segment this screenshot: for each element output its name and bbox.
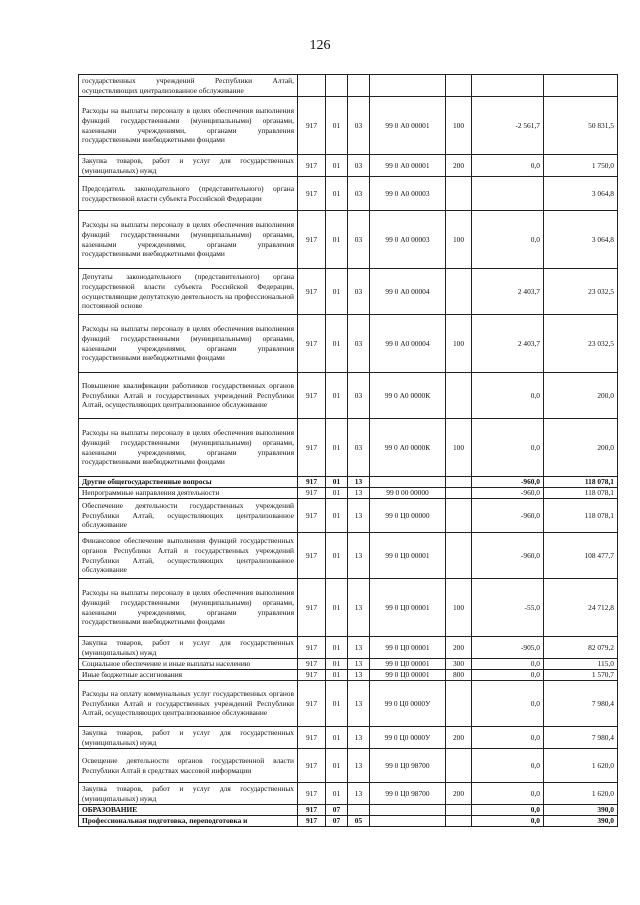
row-expense-type [446, 499, 472, 533]
row-total-amount: 23 032,5 [544, 315, 618, 373]
row-subsection: 03 [348, 315, 370, 373]
table-row [79, 499, 618, 533]
row-name: Социальное обеспечение и иные выплаты населению [79, 659, 298, 670]
row-change-amount: -905,0 [472, 637, 544, 659]
row-section: 01 [326, 681, 348, 727]
row-section: 07 [326, 805, 348, 816]
row-total-amount: 115,0 [544, 659, 618, 670]
row-change-amount: -960,0 [472, 499, 544, 533]
row-name: Другие общегосударственные вопросы [79, 477, 298, 488]
row-change-amount: 0,0 [472, 211, 544, 269]
row-section: 01 [326, 783, 348, 805]
row-section: 01 [326, 155, 348, 177]
row-expense-type [446, 533, 472, 579]
row-total-amount: 3 064,8 [544, 211, 618, 269]
row-name: ОБРАЗОВАНИЕ [79, 805, 298, 816]
row-ved-code: 917 [298, 670, 326, 681]
row-section: 01 [326, 727, 348, 749]
row-change-amount: 0,0 [472, 670, 544, 681]
row-subsection: 05 [348, 816, 370, 827]
row-target-article: 99 0 А0 00004 [370, 269, 446, 315]
row-ved-code: 917 [298, 727, 326, 749]
row-ved-code: 917 [298, 637, 326, 659]
table-row [79, 97, 618, 155]
row-ved-code: 917 [298, 816, 326, 827]
row-total-amount: 390,0 [544, 805, 618, 816]
row-total-amount: 118 078,1 [544, 499, 618, 533]
row-subsection: 13 [348, 477, 370, 488]
table-row [79, 659, 618, 670]
row-subsection [348, 75, 370, 97]
row-ved-code: 917 [298, 681, 326, 727]
row-subsection: 13 [348, 727, 370, 749]
table-row [79, 75, 618, 97]
row-section: 01 [326, 579, 348, 637]
row-subsection: 03 [348, 97, 370, 155]
row-change-amount: 0,0 [472, 659, 544, 670]
table-row [79, 315, 618, 373]
table-row [79, 579, 618, 637]
row-expense-type: 300 [446, 659, 472, 670]
row-expense-type [446, 681, 472, 727]
table-row [79, 373, 618, 419]
row-expense-type: 100 [446, 579, 472, 637]
row-section: 01 [326, 488, 348, 499]
row-total-amount: 390,0 [544, 816, 618, 827]
row-ved-code: 917 [298, 805, 326, 816]
row-expense-type: 100 [446, 315, 472, 373]
row-change-amount [472, 177, 544, 211]
row-subsection: 03 [348, 373, 370, 419]
row-change-amount: 0,0 [472, 727, 544, 749]
row-expense-type [446, 488, 472, 499]
row-target-article: 99 0 Ц0 00001 [370, 579, 446, 637]
row-total-amount: 200,0 [544, 373, 618, 419]
row-name: Председатель законодательного (представительного) органа государственной власти субъекта Российской Федерации [79, 177, 298, 211]
row-ved-code: 917 [298, 419, 326, 477]
row-section: 01 [326, 419, 348, 477]
row-subsection: 03 [348, 211, 370, 269]
row-target-article: 99 0 Ц0 00001 [370, 659, 446, 670]
table-row [79, 533, 618, 579]
row-change-amount: 0,0 [472, 681, 544, 727]
row-name: Расходы на выплаты персоналу в целях обеспечения выполнения функций государственными (муниципальными) органами, казенными учреждениями, органами управления государственными внебюджетными фондами [79, 315, 298, 373]
row-ved-code: 917 [298, 177, 326, 211]
row-expense-type: 100 [446, 419, 472, 477]
row-expense-type [446, 75, 472, 97]
row-section: 01 [326, 177, 348, 211]
row-total-amount: 118 078,1 [544, 488, 618, 499]
row-name: государственных учреждений Республики Алтай, осуществляющих централизованное обслуживание [79, 75, 298, 97]
table-row [79, 816, 618, 827]
row-subsection: 13 [348, 659, 370, 670]
page-number: 126 [309, 38, 331, 53]
row-target-article: 99 0 А0 00001 [370, 155, 446, 177]
row-subsection: 03 [348, 269, 370, 315]
row-total-amount: 7 980,4 [544, 681, 618, 727]
row-total-amount: 1 570,7 [544, 670, 618, 681]
row-expense-type [446, 477, 472, 488]
row-total-amount: 1 750,0 [544, 155, 618, 177]
row-name: Закупка товаров, работ и услуг для государственных (муниципальных) нужд [79, 637, 298, 659]
row-total-amount: 1 620,0 [544, 749, 618, 783]
table-body [79, 75, 618, 827]
row-section: 01 [326, 533, 348, 579]
row-section: 01 [326, 373, 348, 419]
table-row [79, 805, 618, 816]
row-target-article [370, 477, 446, 488]
row-target-article: 99 0 Ц0 98700 [370, 749, 446, 783]
row-subsection [348, 805, 370, 816]
row-section: 01 [326, 211, 348, 269]
row-ved-code: 917 [298, 579, 326, 637]
row-target-article [370, 75, 446, 97]
row-subsection: 03 [348, 155, 370, 177]
row-section: 01 [326, 97, 348, 155]
row-change-amount: 0,0 [472, 805, 544, 816]
row-ved-code: 917 [298, 659, 326, 670]
row-target-article: 99 0 А0 00003 [370, 211, 446, 269]
row-expense-type [446, 816, 472, 827]
row-change-amount: -2 561,7 [472, 97, 544, 155]
row-name: Депутаты законодательного (представительного) органа государственной власти субъекта Российской Федерации, осуществляющие депутатскую деятельность на профессиональной постоянной основе [79, 269, 298, 315]
table-row [79, 670, 618, 681]
table-row [79, 783, 618, 805]
row-change-amount: -960,0 [472, 488, 544, 499]
row-subsection: 03 [348, 177, 370, 211]
row-change-amount: 0,0 [472, 816, 544, 827]
row-total-amount: 82 079,2 [544, 637, 618, 659]
row-expense-type [446, 269, 472, 315]
row-name: Расходы на выплаты персоналу в целях обеспечения выполнения функций государственными (муниципальными) органами, казенными учреждениями, органами управления государственными внебюджетными фондами [79, 419, 298, 477]
row-name: Расходы на оплату коммунальных услуг государственных органов Республики Алтай и государственных учреждений Республики Алтай, осуществляющих централизованное обслуживание [79, 681, 298, 727]
row-change-amount: 0,0 [472, 783, 544, 805]
row-target-article: 99 0 А0 00004 [370, 315, 446, 373]
table-row [79, 749, 618, 783]
row-change-amount: -960,0 [472, 533, 544, 579]
row-name: Обеспечение деятельности государственных учреждений Республики Алтай, осуществляющих централизованное обслуживание [79, 499, 298, 533]
row-change-amount: 0,0 [472, 373, 544, 419]
row-ved-code: 917 [298, 373, 326, 419]
table-row [79, 727, 618, 749]
row-section: 01 [326, 637, 348, 659]
row-total-amount: 108 477,7 [544, 533, 618, 579]
row-target-article: 99 0 Ц0 00001 [370, 533, 446, 579]
row-change-amount: 2 403,7 [472, 315, 544, 373]
row-ved-code: 917 [298, 477, 326, 488]
row-ved-code: 917 [298, 97, 326, 155]
row-target-article: 99 0 Ц0 00001 [370, 637, 446, 659]
row-name: Иные бюджетные ассигнования [79, 670, 298, 681]
table-row [79, 419, 618, 477]
row-expense-type [446, 805, 472, 816]
row-target-article: 99 0 Ц0 0000У [370, 727, 446, 749]
row-total-amount: 200,0 [544, 419, 618, 477]
row-section: 01 [326, 670, 348, 681]
row-target-article [370, 816, 446, 827]
row-section: 01 [326, 315, 348, 373]
row-ved-code: 917 [298, 749, 326, 783]
row-subsection: 13 [348, 579, 370, 637]
row-name: Повышение квалификации работников государственных органов Республики Алтай и государственных учреждений Республики Алтай, осуществляющих централизованное обслуживание [79, 373, 298, 419]
row-expense-type: 800 [446, 670, 472, 681]
row-subsection: 13 [348, 499, 370, 533]
table-row [79, 681, 618, 727]
row-subsection: 13 [348, 488, 370, 499]
row-change-amount: 0,0 [472, 155, 544, 177]
row-target-article: 99 0 А0 00001 [370, 97, 446, 155]
row-target-article: 99 0 А0 0000К [370, 419, 446, 477]
row-subsection: 13 [348, 783, 370, 805]
table-row [79, 477, 618, 488]
table-row [79, 177, 618, 211]
row-expense-type: 200 [446, 783, 472, 805]
row-total-amount: 24 712,8 [544, 579, 618, 637]
row-subsection: 13 [348, 681, 370, 727]
row-expense-type: 200 [446, 727, 472, 749]
row-target-article: 99 0 00 00000 [370, 488, 446, 499]
row-subsection: 13 [348, 637, 370, 659]
row-target-article: 99 0 Ц0 00000 [370, 499, 446, 533]
row-name: Расходы на выплаты персоналу в целях обеспечения выполнения функций государственными (муниципальными) органами, казенными учреждениями, органами управления государственными внебюджетными фондами [79, 579, 298, 637]
row-total-amount: 23 032,5 [544, 269, 618, 315]
row-section [326, 75, 348, 97]
row-expense-type [446, 749, 472, 783]
row-target-article [370, 805, 446, 816]
row-ved-code: 917 [298, 488, 326, 499]
row-expense-type: 200 [446, 637, 472, 659]
row-name: Расходы на выплаты персоналу в целях обеспечения выполнения функций государственными (муниципальными) органами, казенными учреждениями, органами управления государственными внебюджетными фондами [79, 211, 298, 269]
row-subsection: 13 [348, 749, 370, 783]
row-ved-code: 917 [298, 499, 326, 533]
table-row [79, 269, 618, 315]
row-target-article: 99 0 Ц0 0000У [370, 681, 446, 727]
row-name: Финансовое обеспечение выполнения функций государственных органов Республики Алтай и государственных учреждений Республики Алтай, осуществляющих централизованное обслуживание [79, 533, 298, 579]
row-ved-code: 917 [298, 155, 326, 177]
row-subsection: 03 [348, 419, 370, 477]
row-section: 01 [326, 269, 348, 315]
table-row [79, 637, 618, 659]
row-section: 01 [326, 499, 348, 533]
row-total-amount: 1 620,0 [544, 783, 618, 805]
row-ved-code: 917 [298, 533, 326, 579]
row-section: 01 [326, 659, 348, 670]
row-ved-code: 917 [298, 315, 326, 373]
row-section: 07 [326, 816, 348, 827]
row-name: Закупка товаров, работ и услуг для государственных (муниципальных) нужд [79, 783, 298, 805]
row-expense-type: 100 [446, 211, 472, 269]
row-ved-code [298, 75, 326, 97]
row-section: 01 [326, 749, 348, 783]
row-subsection: 13 [348, 670, 370, 681]
row-target-article: 99 0 Ц0 00001 [370, 670, 446, 681]
row-target-article: 99 0 Ц0 98700 [370, 783, 446, 805]
row-section: 01 [326, 477, 348, 488]
budget-table [78, 74, 618, 827]
row-change-amount: 2 403,7 [472, 269, 544, 315]
row-expense-type [446, 373, 472, 419]
row-name: Непрограммные направления деятельности [79, 488, 298, 499]
row-change-amount: 0,0 [472, 749, 544, 783]
row-ved-code: 917 [298, 783, 326, 805]
row-change-amount: -960,0 [472, 477, 544, 488]
row-ved-code: 917 [298, 269, 326, 315]
row-subsection: 13 [348, 533, 370, 579]
row-expense-type: 200 [446, 155, 472, 177]
row-change-amount [472, 75, 544, 97]
row-name: Закупка товаров, работ и услуг для государственных (муниципальных) нужд [79, 155, 298, 177]
row-total-amount: 3 064,8 [544, 177, 618, 211]
row-total-amount: 118 078,1 [544, 477, 618, 488]
row-expense-type [446, 177, 472, 211]
row-target-article: 99 0 А0 00003 [370, 177, 446, 211]
row-name: Профессиональная подготовка, переподготовка и [79, 816, 298, 827]
row-name: Освещение деятельности органов государственной власти Республики Алтай в средствах массовой информации [79, 749, 298, 783]
row-expense-type: 100 [446, 97, 472, 155]
row-ved-code: 917 [298, 211, 326, 269]
table-row [79, 155, 618, 177]
row-target-article: 99 0 А0 0000К [370, 373, 446, 419]
row-change-amount: 0,0 [472, 419, 544, 477]
row-name: Закупка товаров, работ и услуг для государственных (муниципальных) нужд [79, 727, 298, 749]
row-change-amount: -55,0 [472, 579, 544, 637]
row-total-amount: 7 980,4 [544, 727, 618, 749]
row-total-amount: 50 831,5 [544, 97, 618, 155]
table-row [79, 488, 618, 499]
row-name: Расходы на выплаты персоналу в целях обеспечения выполнения функций государственными (муниципальными) органами, казенными учреждениями, органами управления государственными внебюджетными фондами [79, 97, 298, 155]
table-row [79, 211, 618, 269]
row-total-amount [544, 75, 618, 97]
